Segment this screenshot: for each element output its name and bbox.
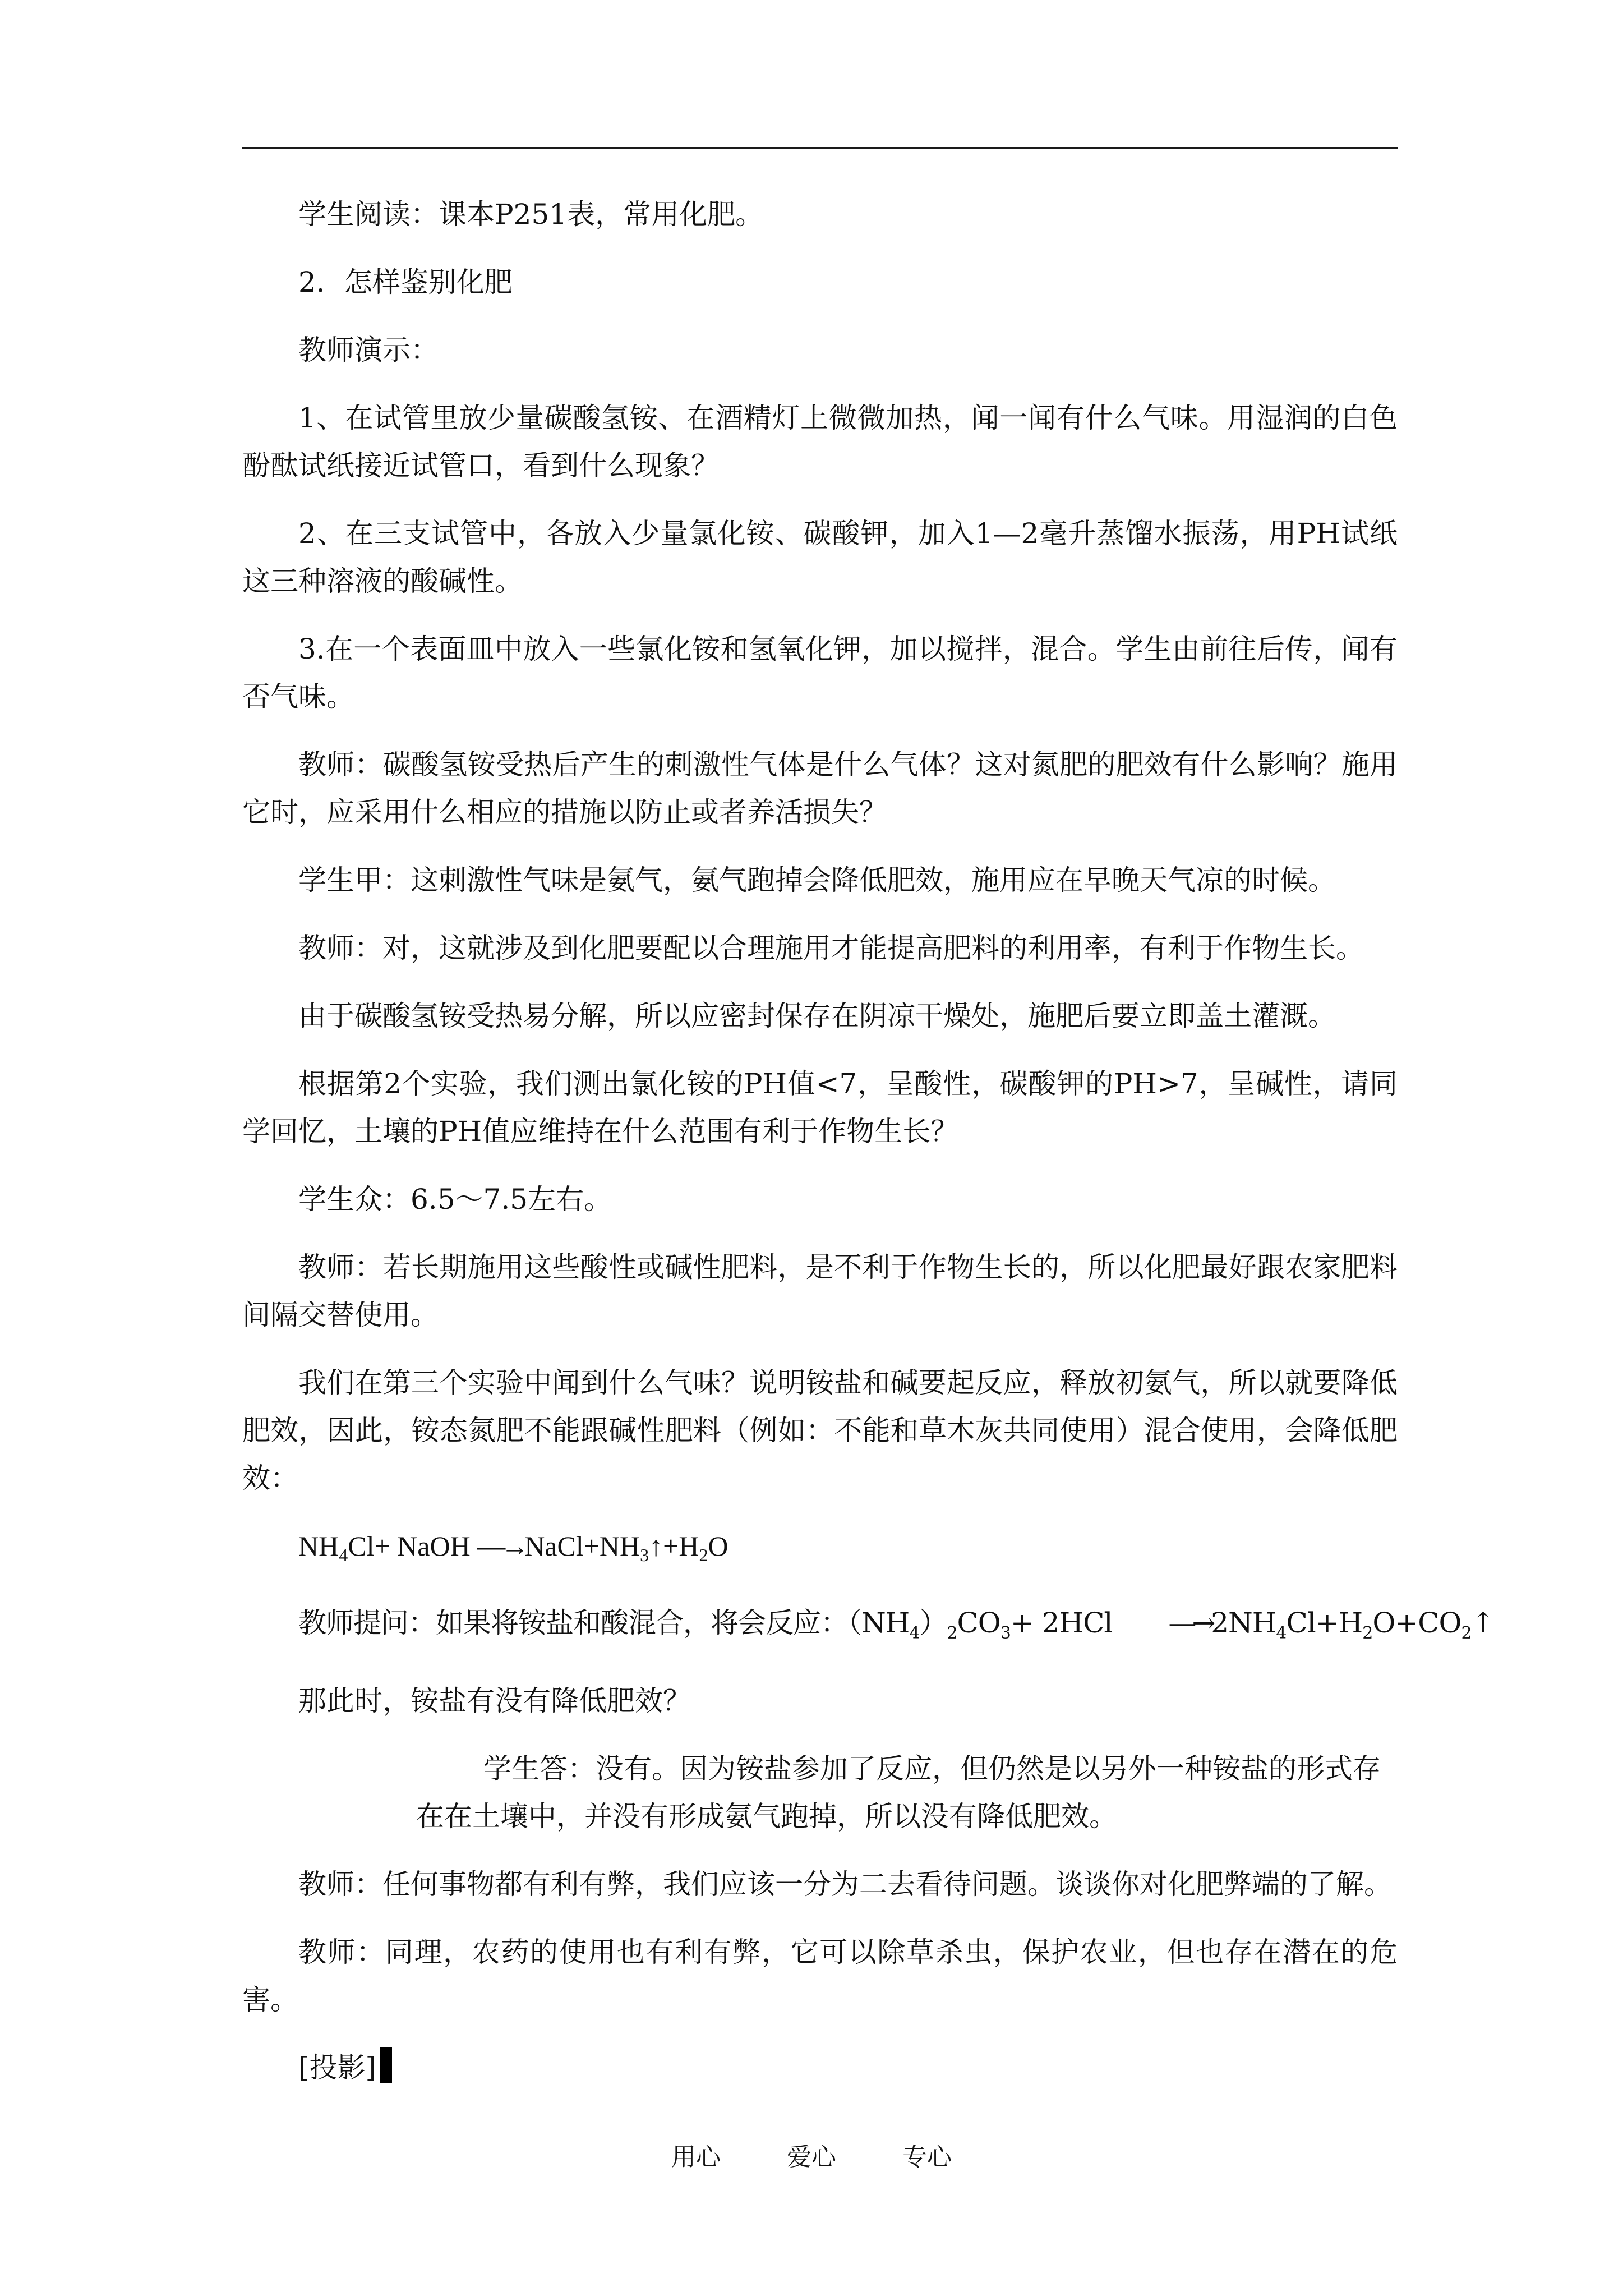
paragraph: 学生甲：这刺激性气味是氨气，氨气跑掉会降低肥效，施用应在早晚天气凉的时候。 bbox=[298, 864, 1336, 896]
paragraph: 我们在第三个实验中闻到什么气味？说明铵盐和碱要起反应，释放初氨气，所以就要降低肥效，因此，铵态氮肥不能跟碱性肥料（例如：不能和草木灰共同使用）混合使用，会降低肥效： bbox=[242, 1366, 1398, 1494]
reaction-arrow: —→ bbox=[1168, 1607, 1211, 1639]
section-heading: 2．怎样鉴别化肥 bbox=[298, 266, 513, 298]
text-cursor bbox=[380, 2047, 392, 2083]
paragraph: 3.在一个表面皿中放入一些氯化铵和氢氧化钾，加以搅拌，混合。学生由前往后传，闻有否气味。 bbox=[242, 633, 1398, 713]
paragraph: 教师演示： bbox=[298, 334, 439, 366]
paragraph: 教师：若长期施用这些酸性或碱性肥料，是不利于作物生长的，所以化肥最好跟农家肥料间隔交替使用。 bbox=[242, 1251, 1398, 1331]
document-body bbox=[242, 191, 1495, 2112]
footer-text: 用心 bbox=[671, 2143, 721, 2171]
paragraph: 教师：碳酸氢铵受热后产生的刺激性气体是什么气体？这对氮肥的肥效有什么影响？施用它时，应采用什么相应的措施以防止或者养活损失？ bbox=[242, 748, 1398, 829]
paragraph: 教师：同理，农药的使用也有利有弊，它可以除草杀虫，保护农业，但也存在潜在的危害。 bbox=[242, 1936, 1398, 2016]
gas-arrow: ↑ bbox=[1471, 1607, 1495, 1639]
paragraph: 2、在三支试管中，各放入少量氯化铵、碳酸钾，加入1—2毫升蒸馏水振荡，用PH试纸这三种溶液的酸碱性。 bbox=[242, 517, 1398, 597]
reaction-arrow: —→ bbox=[477, 1530, 525, 1562]
paragraph: 学生阅读：课本P251表，常用化肥。 bbox=[298, 198, 764, 231]
page-footer bbox=[0, 2141, 1623, 2174]
student-answer: 学生答：没有。因为铵盐参加了反应，但仍然是以另外一种铵盐的形式存在在土壤中，并没有形成氨气跑掉，所以没有降低肥效。 bbox=[416, 1752, 1381, 1833]
paragraph: 根据第2个实验，我们测出氯化铵的PH值<7，呈酸性，碳酸钾的PH>7，呈碱性，请同学回忆，土壤的PH值应维持在什么范围有利于作物生长？ bbox=[242, 1068, 1398, 1148]
paragraph: 由于碳酸氢铵受热易分解，所以应密封保存在阴凉干燥处，施肥后要立即盖土灌溉。 bbox=[298, 1000, 1336, 1032]
paragraph: 教师：任何事物都有利有弊，我们应该一分为二去看待问题。谈谈你对化肥弊端的了解。 bbox=[298, 1868, 1392, 1901]
paragraph: 1、在试管里放少量碳酸氢铵、在酒精灯上微微加热，闻一闻有什么气味。用湿润的白色酚酞试纸接近试管口，看到什么现象？ bbox=[242, 402, 1398, 482]
chemical-equation: $NH_4Cl+$ NaOH $—\to NaCl+NH_3↑+H_2O$ bbox=[242, 1522, 1398, 1579]
teacher-question: 教师提问：如果将铵盐和酸混合，将会反应：$(NH_4)_2CO_3+ 2HCl$ $—\to 2NH_4Cl+H_2O+CO_2↑$ bbox=[242, 1599, 1398, 1657]
footer-text: 专心 bbox=[902, 2143, 952, 2171]
header-rule bbox=[242, 147, 1398, 149]
paragraph: 教师：对，这就涉及到化肥要配以合理施用才能提高肥料的利用率，有利于作物生长。 bbox=[298, 932, 1364, 964]
projection-line: [投影] bbox=[242, 2044, 1398, 2092]
footer-text: 爱心 bbox=[787, 2143, 836, 2171]
gas-arrow: ↑ bbox=[649, 1530, 663, 1562]
paragraph: 学生众：6.5～7.5左右。 bbox=[298, 1183, 612, 1216]
paragraph: 那此时，铵盐有没有降低肥效？ bbox=[298, 1685, 691, 1717]
